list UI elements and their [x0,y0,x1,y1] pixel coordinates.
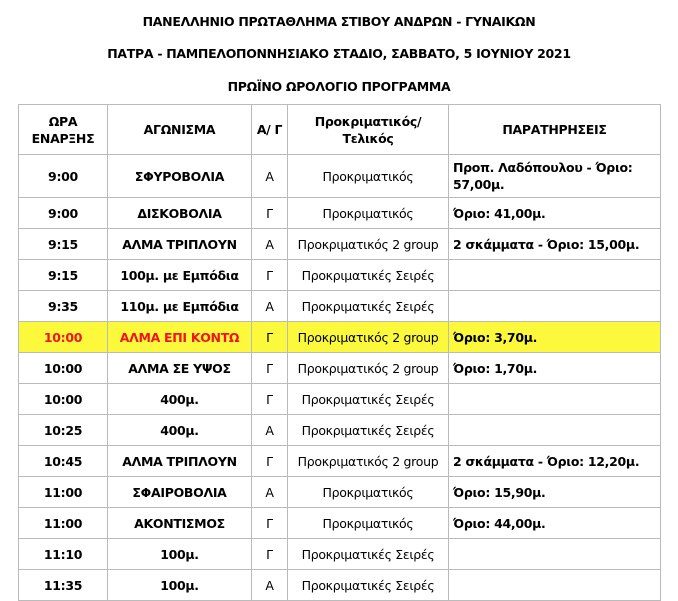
notes-cell [449,291,661,322]
round-cell: Προκριματικές Σειρές [288,570,449,601]
gender-cell: Α [252,291,288,322]
round-cell: Προκριματικός [288,477,449,508]
time-cell: 9:15 [19,229,108,260]
gender-cell: Γ [252,446,288,477]
notes-cell: Προπ. Λαδόπουλου - Όριο: 57,00μ. [449,155,661,198]
table-row [19,353,661,384]
time-cell: 10:25 [19,415,108,446]
gender-cell: Γ [252,260,288,291]
event-cell: 400μ. [108,384,252,415]
gender-cell: Γ [252,198,288,229]
event-cell: ΣΦΑΙΡΟΒΟΛΙΑ [108,477,252,508]
time-cell: 11:00 [19,477,108,508]
event-cell: 100μ. [108,539,252,570]
round-cell: Προκριματικός 2 group [288,322,449,353]
championship-title: ΠΑΝΕΛΛΗΝΙΟ ΠΡΩΤΑΘΛΗΜΑ ΣΤΙΒΟΥ ΑΝΔΡΩΝ - ΓΥΝΑΙΚΩΝ [142,14,536,29]
time-cell: 10:00 [19,322,108,353]
notes-cell [449,539,661,570]
event-cell: 400μ. [108,415,252,446]
notes-cell: Όριο: 1,70μ. [449,353,661,384]
header-row [19,105,661,155]
time-cell: 9:00 [19,155,108,198]
notes-cell [449,415,661,446]
event-cell: ΑΛΜΑ ΤΡΙΠΛΟΥΝ [108,446,252,477]
round-cell: Προκριματικός [288,508,449,539]
notes-cell [449,384,661,415]
event-cell: 100μ. με Εμπόδια [108,260,252,291]
event-cell: ΑΛΜΑ ΤΡΙΠΛΟΥΝ [108,229,252,260]
time-cell: 10:00 [19,353,108,384]
round-cell: Προκριματικές Σειρές [288,384,449,415]
notes-cell: Όριο: 44,00μ. [449,508,661,539]
round-cell: Προκριματικός [288,155,449,198]
table-row [19,446,661,477]
table-row [19,198,661,229]
time-cell: 9:35 [19,291,108,322]
time-cell: 10:45 [19,446,108,477]
round-cell: Προκριματικός [288,198,449,229]
header-gender: Α/ Γ [252,105,288,155]
round-cell: Προκριματικές Σειρές [288,291,449,322]
schedule-table [18,104,661,601]
notes-cell: 2 σκάμματα - Όριο: 12,20μ. [449,446,661,477]
round-cell: Προκριματικές Σειρές [288,260,449,291]
gender-cell: Α [252,477,288,508]
time-cell: 11:35 [19,570,108,601]
notes-cell: 2 σκάμματα - Όριο: 15,00μ. [449,229,661,260]
time-cell: 10:00 [19,384,108,415]
table-row [19,539,661,570]
notes-cell [449,570,661,601]
venue-date: ΠΑΤΡΑ - ΠΑΜΠΕΛΟΠΟΝΝΗΣΙΑΚΟ ΣΤΑΔΙΟ, ΣΑΒΒΑΤΟ, 5 ΙΟΥΝΙΟΥ 2021 [107,46,571,61]
time-cell: 11:00 [19,508,108,539]
time-cell: 9:00 [19,198,108,229]
table-row [19,155,661,198]
notes-cell: Όριο: 41,00μ. [449,198,661,229]
gender-cell: Γ [252,384,288,415]
table-row [19,291,661,322]
header-notes: ΠΑΡΑΤΗΡΗΣΕΙΣ [449,105,661,155]
round-cell: Προκριματικές Σειρές [288,539,449,570]
notes-cell: Όριο: 15,90μ. [449,477,661,508]
table-row [19,322,661,353]
gender-cell: Α [252,415,288,446]
gender-cell: Γ [252,353,288,384]
event-cell: 100μ. [108,570,252,601]
gender-cell: Γ [252,539,288,570]
table-row [19,229,661,260]
header-time: ΩΡΑ ΕΝΑΡΞΗΣ [19,105,108,155]
event-cell: ΑΛΜΑ ΕΠΙ ΚΟΝΤΩ [108,322,252,353]
event-cell: ΔΙΣΚΟΒΟΛΙΑ [108,198,252,229]
header-event: ΑΓΩΝΙΣΜΑ [108,105,252,155]
event-cell: 110μ. με Εμπόδια [108,291,252,322]
notes-cell: Όριο: 3,70μ. [449,322,661,353]
gender-cell: Γ [252,322,288,353]
table-row [19,260,661,291]
notes-cell [449,260,661,291]
round-cell: Προκριματικός 2 group [288,229,449,260]
gender-cell: Α [252,155,288,198]
table-row [19,384,661,415]
event-cell: ΣΦΥΡΟΒΟΛΙΑ [108,155,252,198]
round-cell: Προκριματικός 2 group [288,446,449,477]
round-cell: Προκριματικές Σειρές [288,415,449,446]
gender-cell: Α [252,229,288,260]
event-cell: ΑΚΟΝΤΙΣΜΟΣ [108,508,252,539]
table-row [19,477,661,508]
table-row [19,570,661,601]
schedule-title: ΠΡΩΪΝΟ ΩΡΟΛΟΓΙΟ ΠΡΟΓΡΑΜΜΑ [227,79,451,94]
time-cell: 9:15 [19,260,108,291]
event-cell: ΑΛΜΑ ΣΕ ΥΨΟΣ [108,353,252,384]
time-cell: 11:10 [19,539,108,570]
header-round: Προκριματικός/ Τελικός [288,105,449,155]
gender-cell: Γ [252,508,288,539]
table-row [19,415,661,446]
round-cell: Προκριματικός 2 group [288,353,449,384]
table-row [19,508,661,539]
gender-cell: Α [252,570,288,601]
